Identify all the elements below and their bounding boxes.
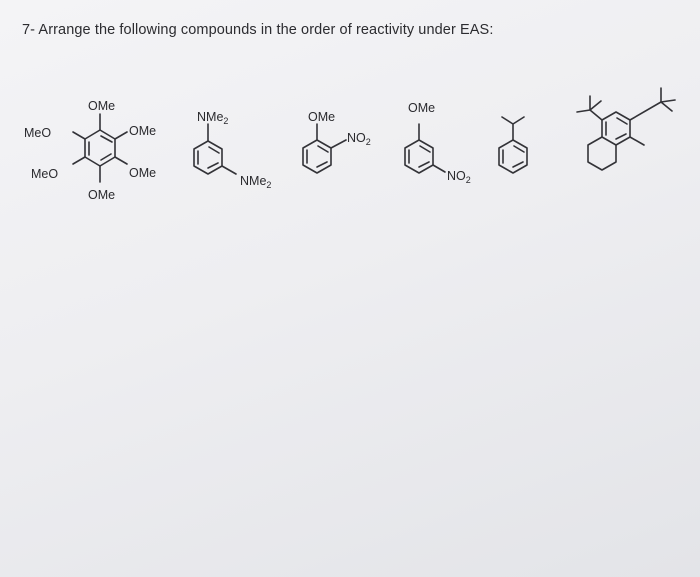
substituent-label: OMe [88, 99, 116, 113]
ring-double-bond [617, 118, 627, 124]
ring-double-bond [317, 162, 327, 167]
compound-bis-dimethylaminobenzene [194, 110, 271, 190]
substituent-label: $NO_2$ [447, 169, 471, 185]
question-text: 7- Arrange the following compounds in the order of reactivity under EAS: [22, 22, 494, 38]
substituent-label: $NO_2$ [347, 131, 371, 147]
ring-double-bond [209, 147, 219, 153]
ring-double-bond [513, 162, 523, 167]
substituent-label: NMe$_2$ [197, 110, 229, 126]
isopropyl-group [502, 117, 524, 140]
ring-double-bond [616, 134, 626, 139]
substituent-bond [222, 166, 236, 174]
substituent-label: MeO [31, 167, 59, 181]
compound-isopropylbenzene [499, 117, 527, 173]
tert-butyl-group [577, 96, 602, 120]
substituent-label: MeO [24, 126, 52, 140]
substituent-label: OMe [129, 166, 157, 180]
ring-double-bond [514, 146, 524, 152]
compound-hexamethoxybenzene [24, 99, 156, 202]
compound-3-nitroanisole [405, 101, 471, 185]
ring-double-bond [419, 162, 429, 167]
substituent-bond [115, 132, 127, 139]
substituent-label: OMe [408, 101, 436, 115]
compound-di-tert-butyl-tetralin [577, 88, 675, 170]
ring-double-bond [208, 163, 218, 168]
ring-double-bond [420, 146, 430, 152]
substituent-bond [433, 165, 445, 172]
compound-2-nitroanisole [303, 110, 371, 173]
tert-butyl-group [630, 88, 675, 120]
substituent-label: NMe$_2$ [240, 174, 272, 190]
substituent-label: OMe [88, 188, 116, 202]
substituent-bond [73, 132, 85, 139]
substituent-label: OMe [308, 110, 336, 124]
methyl-bond [630, 137, 644, 145]
ring-double-bond [318, 146, 328, 152]
substituent-bond [115, 157, 127, 164]
substituent-bond [331, 140, 346, 148]
ring-double-bond [101, 154, 111, 160]
substituent-bond [73, 157, 85, 164]
substituent-label: OMe [129, 124, 157, 138]
